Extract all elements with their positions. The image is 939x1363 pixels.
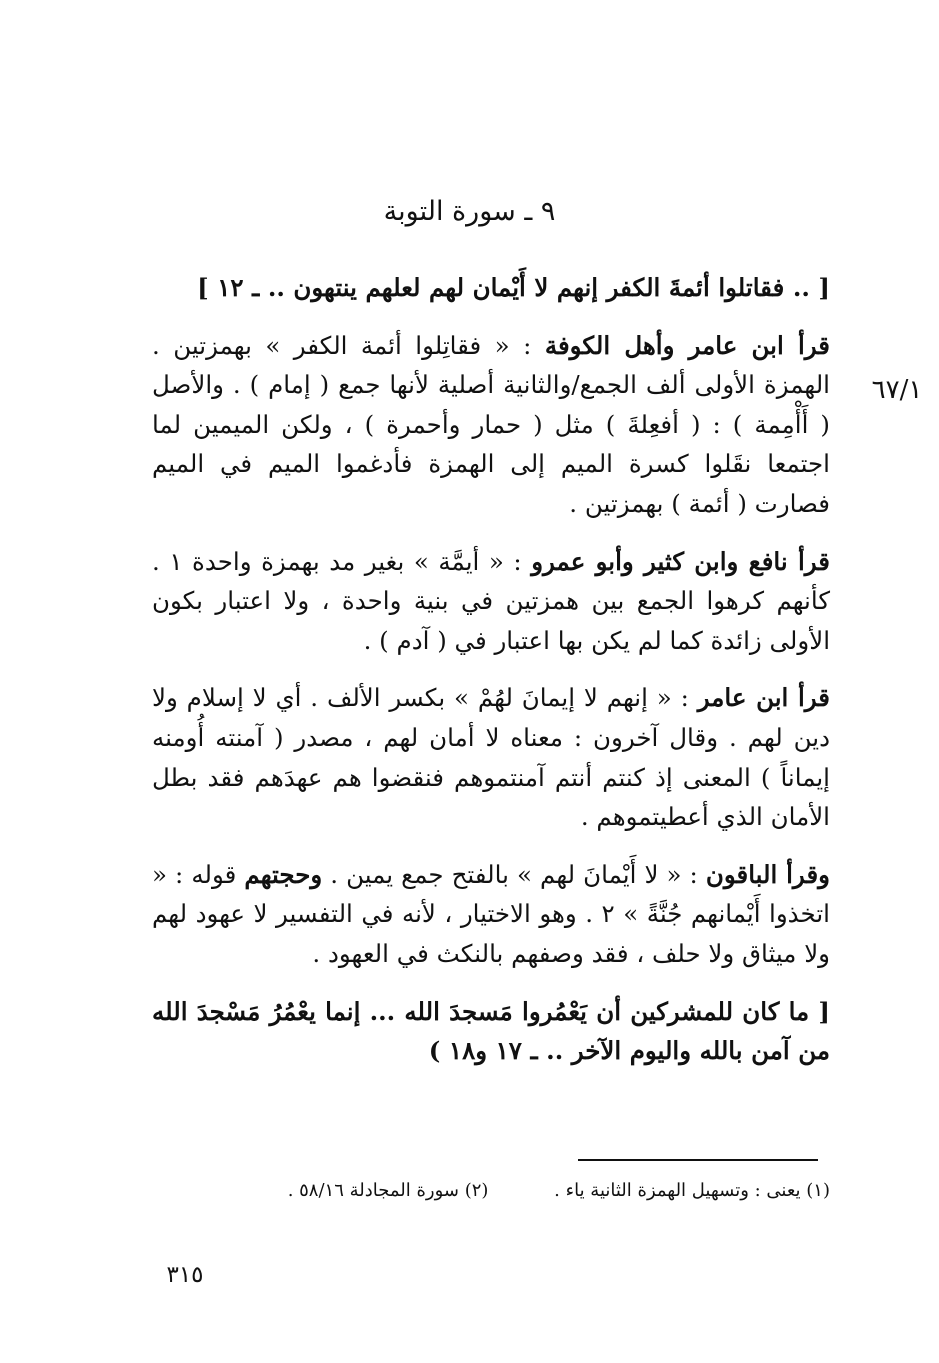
chapter-title: ٩ ـ سورة التوبة [383,196,556,227]
paragraph-text: : « فقاتِلوا أئمة الكفر » بهمزتين . الهمزة الأولى ألف الجمع/والثانية أصلية لأنها جمع ( إمام ) . والأصل ( أَأْمِمة ) : ( أفعِلةَ ) مثل ( حمار وأحمرة ) ، ولكن الميمين لما اجتمعا نقَلوا كسرة الميم إلى الهمزة فأدغموا الميم في الميم فصارت ( أئمة ) بهمزتين . [152,330,830,518]
verse-heading-2: [ ما كان للمشركين أن يَعْمُروا مَسجدَ الله ... إنما يعْمُرُ مَسْجدَ الله من آمن بالله واليوم الآخر .. ـ ١٧ و١٨ ) [152,996,830,1066]
reader-name: قرأ نافع وابن كثير وأبو عمرو [531,546,831,576]
reader-name: قرأ ابن عامر [697,683,830,713]
footnote-divider [578,1159,818,1161]
paragraph-text: : « إنهم لا إيمانَ لهُمْ » بكسر الألف . أي لا إسلام ولا دين لهم . وقال آخرون : معناه لا أمان لهم ، مصدر ( آمنته أُومنه إيماناً ) المعنى إذ كنتم أنتم آمنتموهم فنقضوا هم عهدَهم فقد بطل الأمان الذي أعطيتموهم . [152,683,830,832]
paragraph-text: : « أيمَّة » بغير مد بهمزة واحدة ١ . كأنهم كرهوا الجمع بين همزتين في بنية واحدة ، ولا اعتبار بكون الأولى زائدة كما لم يكن بها اعتبار في ( آدم ) . [152,546,830,655]
margin-note: ٦٧/١ [871,375,923,405]
body-text [152,268,830,1089]
paragraph-3 [152,678,830,836]
footnote-2: (٢) سورة المجادلة ٥٨/١٦ . [287,1180,489,1201]
paragraph-1 [152,326,830,524]
verse-heading-1: [ .. فقاتلوا أئمةَ الكفر إنهم لا أَيْمان لهم لعلهم ينتهون .. ـ ١٢ ] [197,273,830,302]
footnotes [210,1180,830,1201]
footnote-1: (١) يعنى : وتسهيل الهمزة الثانية ياء . [554,1180,830,1201]
reader-name: وقرأ الباقون [705,859,830,889]
paragraph-4 [152,855,830,974]
argument-label: وحجتهم [244,859,323,889]
paragraph-text: قوله : « اتخذوا أَيْمانهم جُنَّةً » ٢ . وهو الاختيار ، لأنه في التفسير لا عهود لهم ولا ميثاق ولا حلف ، فقد وصفهم بالنكث في العهود . [152,859,830,968]
reader-name: قرأ ابن عامر وأهل الكوفة [544,330,831,360]
paragraph-2 [152,542,830,661]
page-number: ٣١٥ [166,1262,204,1288]
paragraph-text: : « لا أَيْمانَ لهم » بالفتح جمع يمين . [330,859,698,889]
